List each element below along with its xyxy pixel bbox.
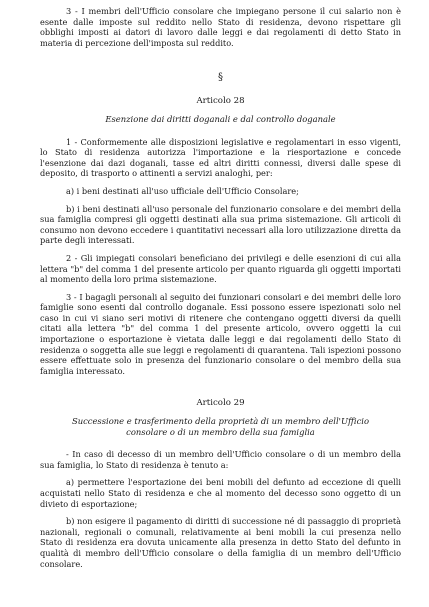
article-29-title: Articolo 29: [196, 398, 245, 409]
article-29-item-a: a) permettere l'esportazione dei beni mobili del defunto ad eccezione di quelli acquistati nello Stato di residenza e che al momento del decesso sono oggetto di un divieto di esportazione;: [40, 477, 401, 509]
article-28-paragraph-2: 2 - Gli impiegati consolari beneficiano dei privilegi e delle esenzioni di cui alla lettera "b" del comma 1 del presente articolo per quanto riguarda gli oggetti importati al momento della loro prima sistemazione.: [40, 252, 401, 285]
article-29-paragraph-1: - In caso di decesso di un membro dell'Ufficio consolare o di un membro della sua famiglia, lo Stato di residenza è tenuto a:: [40, 449, 401, 470]
paragraph-tax-obligations: 3 - I membri dell'Ufficio consolare che impiegano persone il cui salario non è esente dalle imposte sul reddito nello Stato di residenza, devono rispettare gli obblighi imposti ai datori di lavoro dalle leggi e dai regolamenti di detto Stato in materia di percezione dell'imposta sul reddito.: [40, 6, 401, 48]
article-29-subtitle-line-1: Successione e trasferimento della proprietà di un membro dell'Ufficio: [71, 416, 370, 427]
article-28-item-a: a) i beni destinati all'uso ufficiale dell'Ufficio Consolare;: [66, 185, 299, 196]
article-28: [40, 96, 401, 376]
article-29-item-b: b) non esigere il pagamento di diritti di successione né di passaggio di proprietà nazionali, regionali o comunali, relativamente ai beni mobili la cui presenza nello Stato di residenza era dovuta unicamente alla presenza in detto Stato del defunto in qualità di membro dell'Ufficio consolare o della famiglia di un membro dell'Ufficio consolare.: [40, 516, 401, 569]
section-mark: §: [218, 72, 223, 84]
article-29: [40, 398, 401, 569]
article-28-paragraph-3: 3 - I bagagli personali al seguito dei funzionari consolari e dei membri delle loro famiglie sono esenti dal controllo doganale. Essi possono essere ispezionati solo nel caso in cui vi siano seri motivi di ritenere che contengano oggetti diversi da quelli citati alla lettera "b" del comma 1 del presente articolo, ovvero oggetti la cui importazione o esportazione è vietata dalle leggi e dai regolamenti dello Stato di residenza o soggetta alle sue leggi e regolamenti di quarantena. Tali ispezioni possono essere effettuate solo in presenza del funzionario consolare o del membro della sua famiglia interessato.: [40, 291, 401, 376]
article-28-title: Articolo 28: [196, 96, 245, 107]
article-28-subtitle: Esenzione dai diritti doganali e dal controllo doganale: [105, 113, 336, 124]
article-28-paragraph-1: 1 - Conformemente alle disposizioni legislative e regolamentari in esso vigenti, lo Stato di residenza autorizza l'importazione e la riesportazione e concede l'esenzione dai dazi doganali, tasse ed altri diritti connessi, diversi dalle spese di deposito, di trasporto o attinenti a servizi analoghi, per:: [40, 136, 401, 179]
article-29-subtitle-line-2: consolare o di un membro della sua famiglia: [126, 426, 315, 437]
article-28-item-b: b) i beni destinati all'uso personale del funzionario consolare e dei membri della sua famiglia compresi gli oggetti destinati alla sua prima sistemazione. Gli articoli di consumo non devono eccedere i quantitativi necessari alla loro utilizzazione diretta da parte degli interessati.: [40, 203, 401, 246]
